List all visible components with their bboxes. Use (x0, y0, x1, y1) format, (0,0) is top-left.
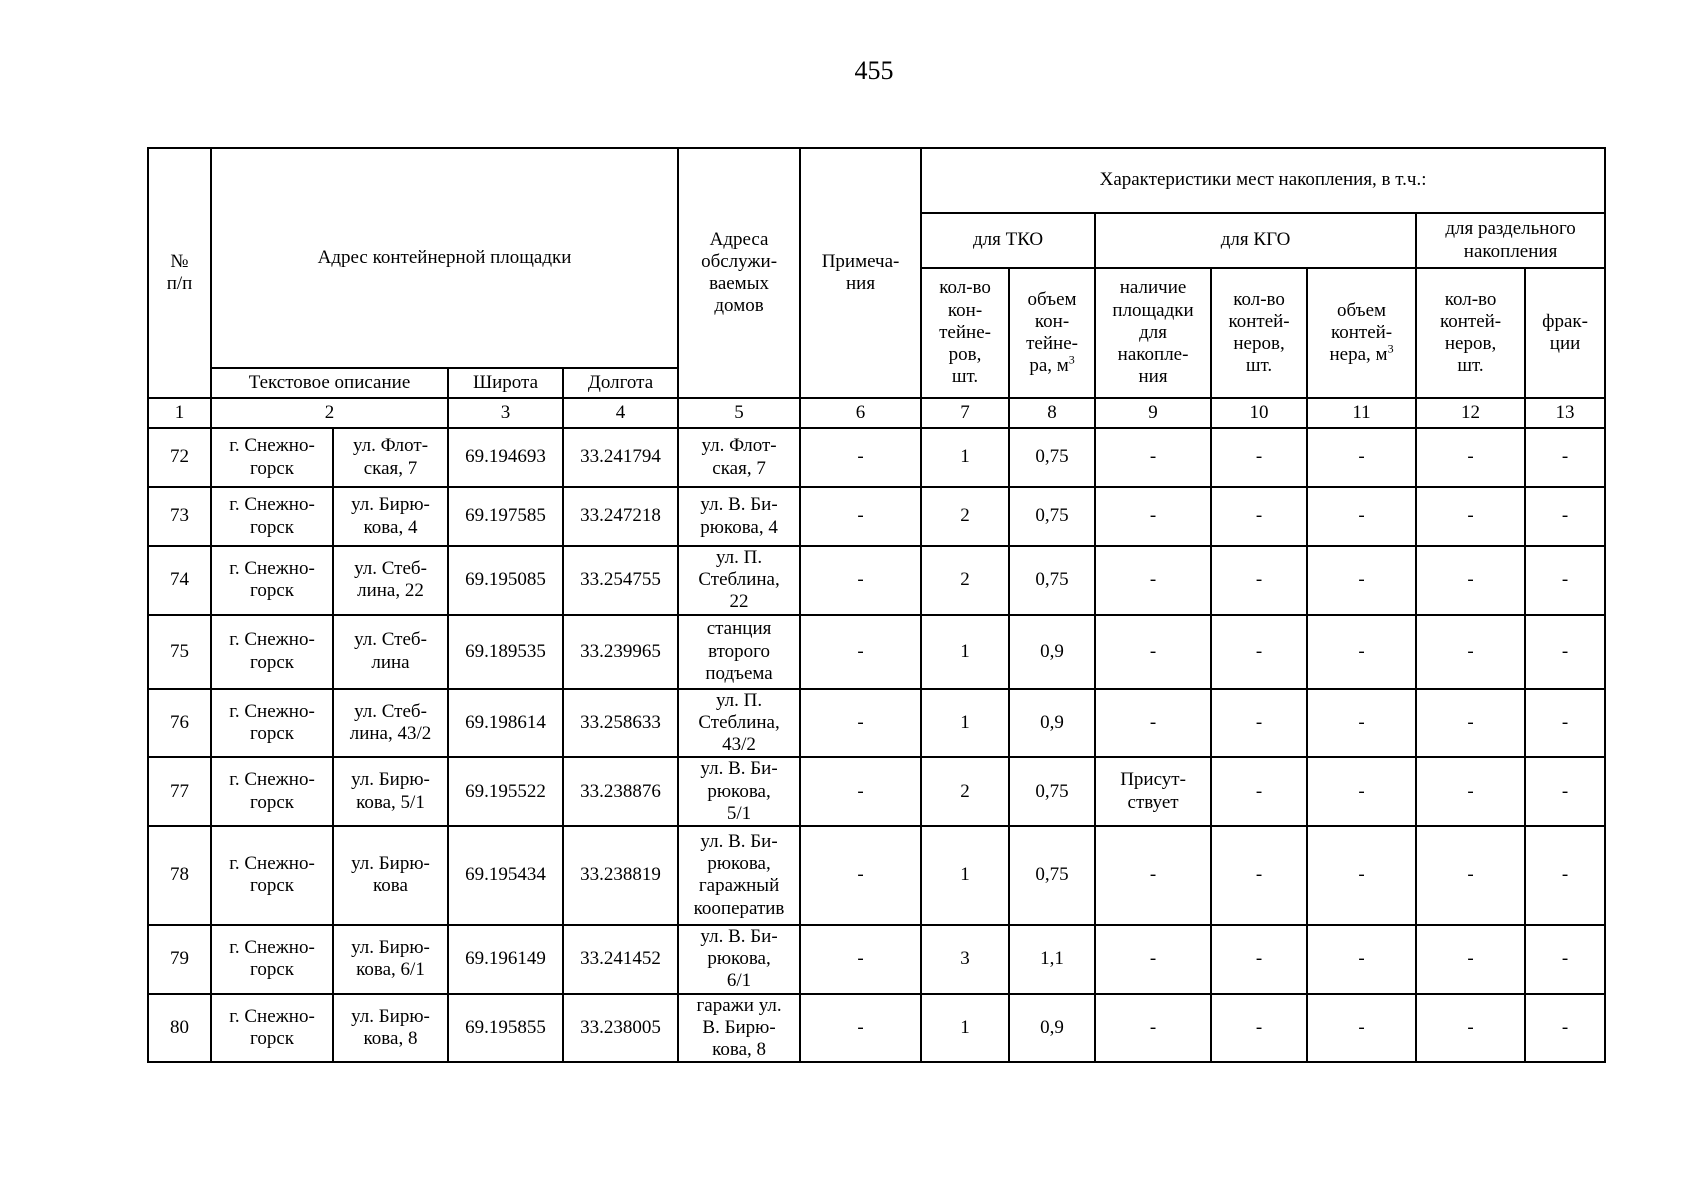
table-row (148, 925, 1605, 994)
cell-kgo-site: - (1095, 925, 1211, 994)
cell-kgo-site: - (1095, 615, 1211, 689)
cell-note: - (800, 615, 921, 689)
cell-tko-volume: 0,9 (1009, 689, 1095, 758)
cell-sep-fractions: - (1525, 826, 1605, 925)
header-kgo-volume (1307, 268, 1416, 398)
column-number: 5 (678, 398, 800, 428)
table-row (148, 689, 1605, 758)
header-row-1 (148, 148, 1605, 213)
cell-note: - (800, 428, 921, 487)
cell-tko-volume: 0,75 (1009, 826, 1095, 925)
cell-tko-count: 1 (921, 994, 1009, 1063)
container-sites-table (147, 147, 1606, 1063)
cell-tko-count: 3 (921, 925, 1009, 994)
cell-tko-count: 1 (921, 428, 1009, 487)
cell-city: г. Снежно- горск (211, 615, 333, 689)
header-note: Примеча- ния (800, 148, 921, 398)
cell-tko-count: 2 (921, 487, 1009, 546)
cell-sep-count: - (1416, 546, 1525, 615)
header-latitude: Широта (448, 368, 563, 398)
cell-tko-volume: 0,9 (1009, 994, 1095, 1063)
cell-served-addresses: гаражи ул. В. Бирю- кова, 8 (678, 994, 800, 1063)
cell-tko-volume: 0,9 (1009, 615, 1095, 689)
header-separate: для раздельного накопления (1416, 213, 1605, 268)
cell-note: - (800, 689, 921, 758)
cell-city: г. Снежно- горск (211, 994, 333, 1063)
cell-tko-count: 2 (921, 546, 1009, 615)
cell-kgo-site: - (1095, 994, 1211, 1063)
cell-city: г. Снежно- горск (211, 757, 333, 826)
cell-served-addresses: ул. В. Би- рюкова, 5/1 (678, 757, 800, 826)
superscript-3: 3 (1068, 352, 1075, 367)
column-number: 9 (1095, 398, 1211, 428)
cell-kgo-count: - (1211, 615, 1307, 689)
table-row (148, 615, 1605, 689)
cell-sep-fractions: - (1525, 925, 1605, 994)
cell-tko-volume: 0,75 (1009, 487, 1095, 546)
column-number: 3 (448, 398, 563, 428)
cell-row-number: 76 (148, 689, 211, 758)
cell-row-number: 75 (148, 615, 211, 689)
cell-served-addresses: ул. Флот- ская, 7 (678, 428, 800, 487)
header-longitude: Долгота (563, 368, 678, 398)
header-tko: для ТКО (921, 213, 1095, 268)
cell-note: - (800, 994, 921, 1063)
column-number: 6 (800, 398, 921, 428)
cell-street: ул. Стеб- лина, 43/2 (333, 689, 448, 758)
cell-sep-fractions: - (1525, 487, 1605, 546)
header-tko-count: кол-во кон- тейне- ров, шт. (921, 268, 1009, 398)
cell-sep-fractions: - (1525, 757, 1605, 826)
cell-kgo-count: - (1211, 757, 1307, 826)
cell-sep-count: - (1416, 925, 1525, 994)
cell-kgo-volume: - (1307, 487, 1416, 546)
cell-kgo-volume: - (1307, 757, 1416, 826)
cell-row-number: 73 (148, 487, 211, 546)
page-number: 455 (854, 56, 894, 85)
cell-tko-count: 1 (921, 826, 1009, 925)
cell-latitude: 69.197585 (448, 487, 563, 546)
cell-kgo-count: - (1211, 546, 1307, 615)
header-served-addresses: Адреса обслужи- ваемых домов (678, 148, 800, 398)
cell-served-addresses: ул. В. Би- рюкова, 4 (678, 487, 800, 546)
cell-street: ул. Бирю- кова, 6/1 (333, 925, 448, 994)
cell-kgo-count: - (1211, 487, 1307, 546)
cell-kgo-volume: - (1307, 615, 1416, 689)
cell-kgo-count: - (1211, 428, 1307, 487)
cell-row-number: 80 (148, 994, 211, 1063)
cell-longitude: 33.254755 (563, 546, 678, 615)
cell-served-addresses: ул. П. Стеблина, 43/2 (678, 689, 800, 758)
cell-longitude: 33.247218 (563, 487, 678, 546)
cell-row-number: 74 (148, 546, 211, 615)
column-number-row (148, 398, 1605, 428)
column-number: 10 (1211, 398, 1307, 428)
cell-sep-count: - (1416, 428, 1525, 487)
header-row-number: № п/п (148, 148, 211, 398)
cell-kgo-count: - (1211, 826, 1307, 925)
cell-served-addresses: ул. В. Би- рюкова, 6/1 (678, 925, 800, 994)
table-row (148, 546, 1605, 615)
column-number: 8 (1009, 398, 1095, 428)
column-number: 13 (1525, 398, 1605, 428)
column-number: 1 (148, 398, 211, 428)
table-row (148, 487, 1605, 546)
cell-latitude: 69.196149 (448, 925, 563, 994)
cell-sep-count: - (1416, 487, 1525, 546)
cell-longitude: 33.239965 (563, 615, 678, 689)
cell-kgo-volume: - (1307, 826, 1416, 925)
cell-sep-fractions: - (1525, 689, 1605, 758)
cell-note: - (800, 925, 921, 994)
cell-note: - (800, 487, 921, 546)
cell-note: - (800, 826, 921, 925)
cell-served-addresses: ул. П. Стеблина, 22 (678, 546, 800, 615)
cell-kgo-site: - (1095, 546, 1211, 615)
cell-tko-volume: 0,75 (1009, 428, 1095, 487)
cell-street: ул. Стеб- лина (333, 615, 448, 689)
column-number: 7 (921, 398, 1009, 428)
header-text-description: Текстовое описание (211, 368, 448, 398)
cell-longitude: 33.238876 (563, 757, 678, 826)
cell-city: г. Снежно- горск (211, 487, 333, 546)
cell-tko-count: 1 (921, 689, 1009, 758)
table-row (148, 994, 1605, 1063)
cell-note: - (800, 757, 921, 826)
cell-city: г. Снежно- горск (211, 546, 333, 615)
header-sep-fractions: фрак- ции (1525, 268, 1605, 398)
cell-sep-count: - (1416, 826, 1525, 925)
column-number: 4 (563, 398, 678, 428)
cell-latitude: 69.189535 (448, 615, 563, 689)
header-characteristics: Характеристики мест накопления, в т.ч.: (921, 148, 1605, 213)
header-address: Адрес контейнерной площадки (211, 148, 678, 368)
cell-sep-fractions: - (1525, 546, 1605, 615)
cell-kgo-volume: - (1307, 689, 1416, 758)
cell-latitude: 69.195855 (448, 994, 563, 1063)
cell-kgo-count: - (1211, 689, 1307, 758)
cell-kgo-site: Присут- ствует (1095, 757, 1211, 826)
cell-latitude: 69.194693 (448, 428, 563, 487)
cell-tko-volume: 0,75 (1009, 757, 1095, 826)
data-rows (148, 428, 1605, 1062)
header-kgo-volume-text: объем контей- нера, м (1329, 299, 1393, 366)
cell-kgo-count: - (1211, 994, 1307, 1063)
cell-served-addresses: станция второго подъема (678, 615, 800, 689)
cell-row-number: 78 (148, 826, 211, 925)
cell-kgo-volume: - (1307, 994, 1416, 1063)
cell-longitude: 33.238005 (563, 994, 678, 1063)
header-sep-count: кол-во контей- неров, шт. (1416, 268, 1525, 398)
cell-longitude: 33.238819 (563, 826, 678, 925)
column-number: 12 (1416, 398, 1525, 428)
cell-kgo-site: - (1095, 428, 1211, 487)
cell-kgo-site: - (1095, 826, 1211, 925)
cell-city: г. Снежно- горск (211, 925, 333, 994)
cell-kgo-volume: - (1307, 925, 1416, 994)
cell-kgo-volume: - (1307, 546, 1416, 615)
header-kgo-count: кол-во контей- неров, шт. (1211, 268, 1307, 398)
cell-tko-count: 1 (921, 615, 1009, 689)
cell-longitude: 33.241794 (563, 428, 678, 487)
cell-served-addresses: ул. В. Би- рюкова, гаражный кооператив (678, 826, 800, 925)
cell-kgo-volume: - (1307, 428, 1416, 487)
cell-street: ул. Бирю- кова, 4 (333, 487, 448, 546)
cell-kgo-site: - (1095, 689, 1211, 758)
cell-sep-count: - (1416, 757, 1525, 826)
cell-tko-volume: 0,75 (1009, 546, 1095, 615)
cell-row-number: 77 (148, 757, 211, 826)
header-tko-volume-text: объем кон- тейне- ра, м (1026, 288, 1078, 377)
cell-tko-count: 2 (921, 757, 1009, 826)
cell-note: - (800, 546, 921, 615)
cell-city: г. Снежно- горск (211, 826, 333, 925)
cell-tko-volume: 1,1 (1009, 925, 1095, 994)
cell-latitude: 69.198614 (448, 689, 563, 758)
superscript-3: 3 (1387, 341, 1394, 356)
column-number: 2 (211, 398, 448, 428)
cell-sep-count: - (1416, 615, 1525, 689)
cell-city: г. Снежно- горск (211, 689, 333, 758)
cell-street: ул. Бирю- кова, 5/1 (333, 757, 448, 826)
cell-kgo-count: - (1211, 925, 1307, 994)
cell-street: ул. Стеб- лина, 22 (333, 546, 448, 615)
header-kgo-site: наличие площадки для накопле- ния (1095, 268, 1211, 398)
header-kgo: для КГО (1095, 213, 1416, 268)
cell-kgo-site: - (1095, 487, 1211, 546)
cell-sep-fractions: - (1525, 994, 1605, 1063)
cell-longitude: 33.241452 (563, 925, 678, 994)
cell-sep-fractions: - (1525, 428, 1605, 487)
cell-street: ул. Бирю- кова (333, 826, 448, 925)
table-row (148, 428, 1605, 487)
cell-latitude: 69.195085 (448, 546, 563, 615)
cell-latitude: 69.195522 (448, 757, 563, 826)
cell-street: ул. Бирю- кова, 8 (333, 994, 448, 1063)
cell-latitude: 69.195434 (448, 826, 563, 925)
header-tko-volume (1009, 268, 1095, 398)
cell-sep-count: - (1416, 689, 1525, 758)
cell-sep-count: - (1416, 994, 1525, 1063)
cell-row-number: 72 (148, 428, 211, 487)
cell-street: ул. Флот- ская, 7 (333, 428, 448, 487)
column-number: 11 (1307, 398, 1416, 428)
table-row (148, 826, 1605, 925)
cell-longitude: 33.258633 (563, 689, 678, 758)
cell-sep-fractions: - (1525, 615, 1605, 689)
cell-row-number: 79 (148, 925, 211, 994)
table-row (148, 757, 1605, 826)
cell-city: г. Снежно- горск (211, 428, 333, 487)
